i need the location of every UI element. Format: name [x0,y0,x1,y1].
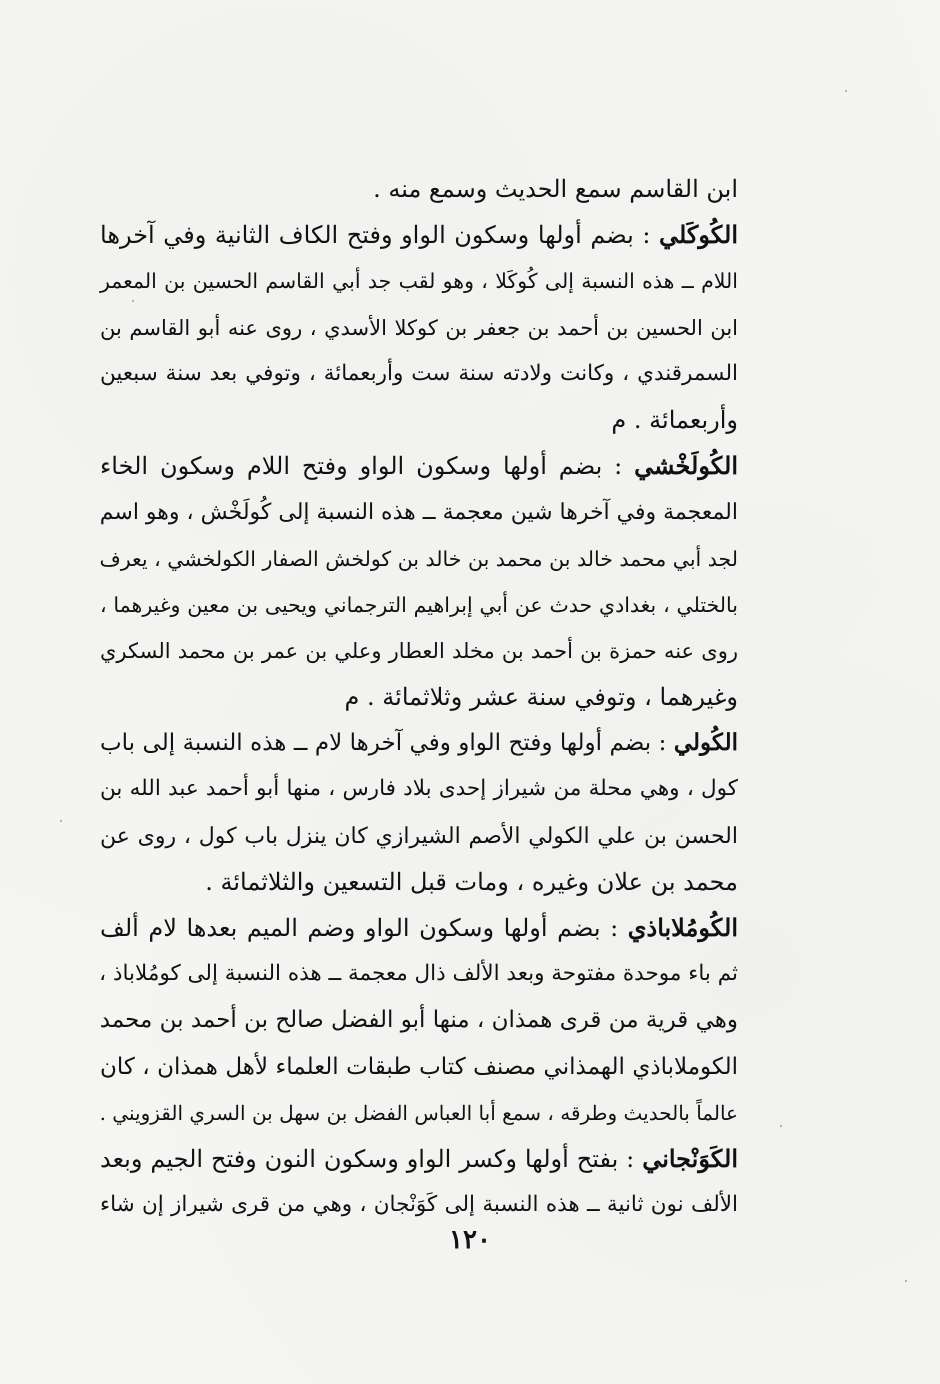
scan-speck [780,1125,782,1127]
text-line [100,166,738,212]
text-line [100,951,738,997]
entry-heading: الكَوَنْجاني [642,1143,738,1173]
line-text: الحسن بن علي الكولي الأصم الشيرازي كان ينزل باب كول ، روى عن [100,823,738,849]
line-text: المعجمة وفي آخرها شين معجمة ــ هذه النسبة إلى كُولَخْش ، وهو اسم [99,500,738,526]
scan-speck [60,820,62,822]
text-line [100,1136,738,1182]
text-line [100,997,738,1043]
text-line [100,536,738,582]
line-text: : بضم أولها وفتح الواو وفي آخرها لام ــ هذه النسبة إلى باب [100,730,674,757]
line-text: وهي قرية من قرى همذان ، منها أبو الفضل صالح بن أحمد بن محمد [99,1007,738,1034]
page-number: ١٢٠ [449,1225,491,1255]
text-line [100,305,738,351]
text-line [100,1044,738,1090]
line-text: الألف نون ثانية ــ هذه النسبة إلى كَوَنْجان ، وهي من قرى شيراز إن شاء [100,1192,738,1218]
line-text: روى عنه حمزة بن أحمد بن مخلد العطار وعلي بن عمر بن محمد السكري [100,638,738,663]
text-line [100,351,738,397]
line-text: الكوملاباذي الهمذاني مصنف كتاب طبقات العلماء لأهل همذان ، كان [100,1053,738,1080]
text-line [100,443,738,489]
line-text: : بضم أولها وسكون الواو وضم الميم بعدها لام ألف [100,914,628,942]
text-line [100,859,738,905]
text-line [100,212,738,258]
scan-speck [905,1280,907,1282]
line-text: محمد بن علان وغيره ، ومات قبل التسعين والثلاثمائة . [205,867,738,896]
line-text: : بضم أولها وسكون الواو وفتح الكاف الثانية وفي آخرها [100,221,659,250]
page-body-text [100,166,738,1228]
line-text: اللام ــ هذه النسبة إلى كُوكَلا ، وهو لقب جد أبي القاسم الحسين بن المعمر [100,269,738,294]
text-line [100,628,738,674]
line-text: عالماً بالحديث وطرقه ، سمع أبا العباس الفضل بن سهل بن السري القزويني . [99,1100,738,1125]
line-text: كول ، وهي محلة من شيراز إحدى بلاد فارس ، منها أبو أحمد عبد الله بن [100,776,738,802]
line-text: وأربعمائة . م [611,405,738,434]
line-text: السمرقندي ، وكانت ولادته سنة ست وأربعمائة ، وتوفي بعد سنة سبعين [100,360,738,386]
line-text: بالختلي ، بغدادي حدث عن أبي إبراهيم الترجماني ويحيى بن معين وغيرهما ، [100,592,738,617]
scan-speck [132,300,134,302]
text-line [100,258,738,304]
line-text: وغيرهما ، وتوفي سنة عشر وثلاثمائة . م [344,683,738,712]
text-line [100,813,738,859]
entry-heading: الكُومُلاباذي [627,913,738,942]
text-line [100,766,738,812]
text-line [100,397,738,443]
text-line [100,674,738,720]
line-text: ابن القاسم سمع الحديث وسمع منه . [373,175,738,203]
line-text: لجد أبي محمد خالد بن محمد بن خالد بن كولخش الصفار الكولخشي ، يعرف [99,546,738,571]
entry-heading: الكُولَخْشي [634,451,738,481]
text-line [100,582,738,628]
entry-heading: الكُولي [673,729,738,757]
text-line [100,905,738,951]
line-text: : بضم أولها وسكون الواو وفتح اللام وسكون الخاء [100,452,635,481]
text-line [100,720,738,766]
entry-heading: الكُوكَلي [658,220,738,250]
scan-speck [845,90,847,92]
text-line [100,489,738,535]
line-text: : بفتح أولها وكسر الواو وسكون النون وفتح الجيم وبعد [100,1144,643,1173]
line-text: ابن الحسين بن أحمد بن جعفر بن كوكلا الأسدي ، روى عنه أبو القاسم بن [100,315,738,340]
text-line [100,1182,738,1228]
text-line [100,1090,738,1136]
line-text: ثم باء موحدة مفتوحة وبعد الألف ذال معجمة ــ هذه النسبة إلى كومُلاباذ ، [99,961,738,987]
